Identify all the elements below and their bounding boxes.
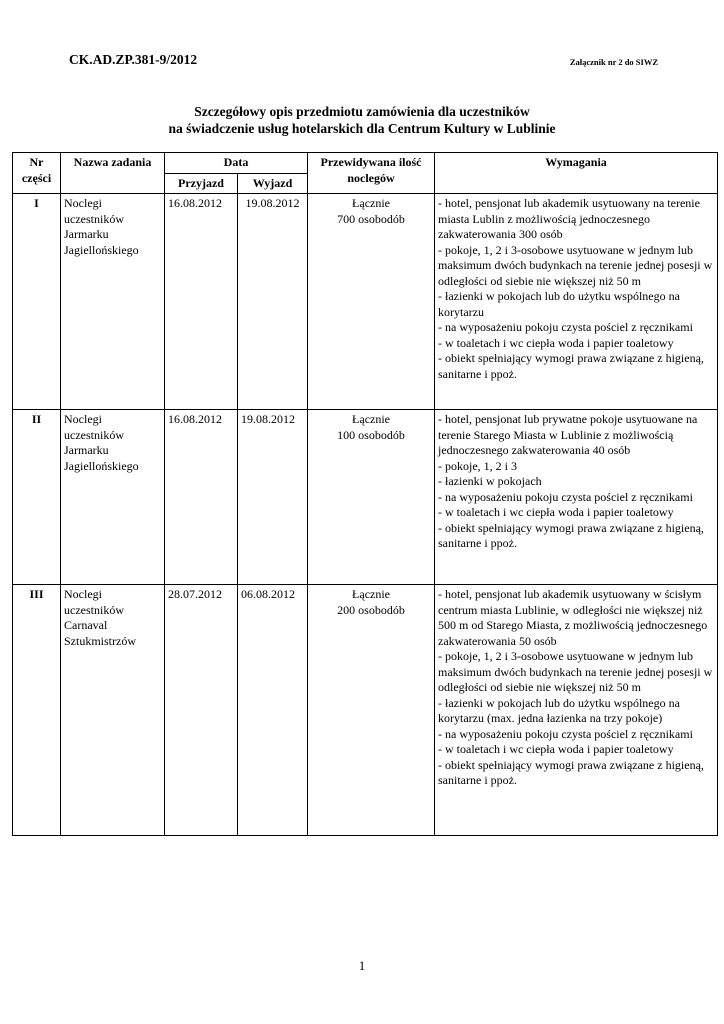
row-requirements xyxy=(435,410,718,585)
row-count xyxy=(308,194,435,410)
header-requirements: Wymagania xyxy=(435,153,718,194)
row-count-label: Łącznie xyxy=(352,412,390,426)
row-arrival: 16.08.2012 xyxy=(165,194,238,410)
requirement-item: - pokoje, 1, 2 i 3-osobowe usytuowane w jednym lub maksimum dwóch budynkach na terenie jednej posesji w odległości od siebie nie większej niż 50 m xyxy=(438,242,713,288)
row-arrival: 16.08.2012 xyxy=(165,410,238,585)
row-count xyxy=(308,585,435,836)
requirement-item: - hotel, pensjonat lub prywatne pokoje usytuowane na terenie Starego Miasta w Lublinie z możliwością jednoczesnego zakwaterowania 40 osób xyxy=(438,412,698,457)
document-reference: CK.AD.ZP.381-9/2012 xyxy=(69,52,198,67)
requirement-item: - hotel, pensjonat lub akademik usytuowany w ścisłym centrum miasta Lublinie, w odległości nie większej niż 500 m od Starego Miasta, z możliwością jednoczesnego zakwaterowania 50 osób xyxy=(438,587,708,648)
requirement-item: - w toaletach i wc ciepła woda i papier toaletowy xyxy=(438,742,674,756)
row-requirements xyxy=(435,194,718,410)
row-count-label: Łącznie xyxy=(352,196,390,210)
row-name: Noclegi uczestników Jarmarku Jagiellońskiego xyxy=(61,410,165,585)
requirement-item: - na wyposażeniu pokoju czysta pościel z ręcznikami xyxy=(438,726,693,741)
row-departure: 06.08.2012 xyxy=(238,585,308,836)
requirement-item: - obiekt spełniający wymogi prawa związane z higieną, sanitarne i ppoż. xyxy=(438,520,704,550)
row-arrival: 28.07.2012 xyxy=(165,585,238,836)
row-count-value: 200 osobodób xyxy=(337,602,405,617)
requirement-item: - obiekt spełniający wymogi prawa związane z higieną, sanitarne i ppoż. xyxy=(438,351,704,381)
requirement-item: - łazienki w pokojach xyxy=(438,474,542,488)
table-row xyxy=(13,410,718,585)
title-line-1: Szczegółowy opis przedmiotu zamówienia dla uczestników xyxy=(194,104,530,119)
header-arrival: Przyjazd xyxy=(165,173,238,194)
row-nr: II xyxy=(13,410,61,585)
row-requirements xyxy=(435,585,718,836)
requirement-item: - łazienki w pokojach lub do użytku wspólnego na korytarzu xyxy=(438,289,680,319)
requirement-item: - łazienki w pokojach lub do użytku wspólnego na korytarzu (max. jedna łazienka na trzy pokoje) xyxy=(438,695,680,725)
requirement-item: - pokoje, 1, 2 i 3-osobowe usytuowane w jednym lub maksimum dwóch budynkach na terenie jednej posesji w odległości od siebie nie większej niż 50 m xyxy=(438,649,713,694)
row-departure: 19.08.2012 xyxy=(238,194,308,410)
title-line-2: na świadczenie usług hotelarskich dla Centrum Kultury w Lublinie xyxy=(168,121,556,136)
row-count-value: 700 osobodób xyxy=(337,211,405,226)
row-count xyxy=(308,410,435,585)
requirement-item: - hotel, pensjonat lub akademik usytuowany na terenie miasta Lublin z możliwością jednoczesnego zakwaterowania 300 osób xyxy=(438,196,700,241)
requirement-item: - obiekt spełniający wymogi prawa związane z higieną, sanitarne i ppoż. xyxy=(438,757,704,787)
header-departure: Wyjazd xyxy=(238,173,308,194)
header-count: Przewidywana ilość noclegów xyxy=(308,153,435,194)
requirement-item: - w toaletach i wc ciepła woda i papier toaletowy xyxy=(438,335,674,350)
table-row xyxy=(13,194,718,410)
row-count-label: Łącznie xyxy=(352,587,390,601)
header-name: Nazwa zadania xyxy=(61,153,165,194)
row-name: Noclegi uczestników Carnaval Sztukmistrzów xyxy=(61,585,165,836)
requirement-item: - na wyposażeniu pokoju czysta pościel z ręcznikami xyxy=(438,320,693,334)
requirement-item: - na wyposażeniu pokoju czysta pościel z ręcznikami xyxy=(438,489,693,504)
table-row xyxy=(13,585,718,836)
row-nr: I xyxy=(13,194,61,410)
row-count-value: 100 osobodób xyxy=(337,427,405,442)
row-departure: 19.08.2012 xyxy=(238,410,308,585)
row-name: Noclegi uczestników Jarmarku Jagiellońskiego xyxy=(61,194,165,410)
document-title xyxy=(0,103,724,137)
requirement-item: - w toaletach i wc ciepła woda i papier toaletowy xyxy=(438,505,674,519)
header-date: Data xyxy=(165,153,308,174)
specification-table xyxy=(12,152,718,836)
row-nr: III xyxy=(13,585,61,836)
page-number: 1 xyxy=(358,958,366,973)
annex-label: Załącznik nr 2 do SIWZ xyxy=(569,57,658,67)
requirement-item: - pokoje, 1, 2 i 3 xyxy=(438,458,518,473)
header-nr: Nr części xyxy=(13,153,61,194)
